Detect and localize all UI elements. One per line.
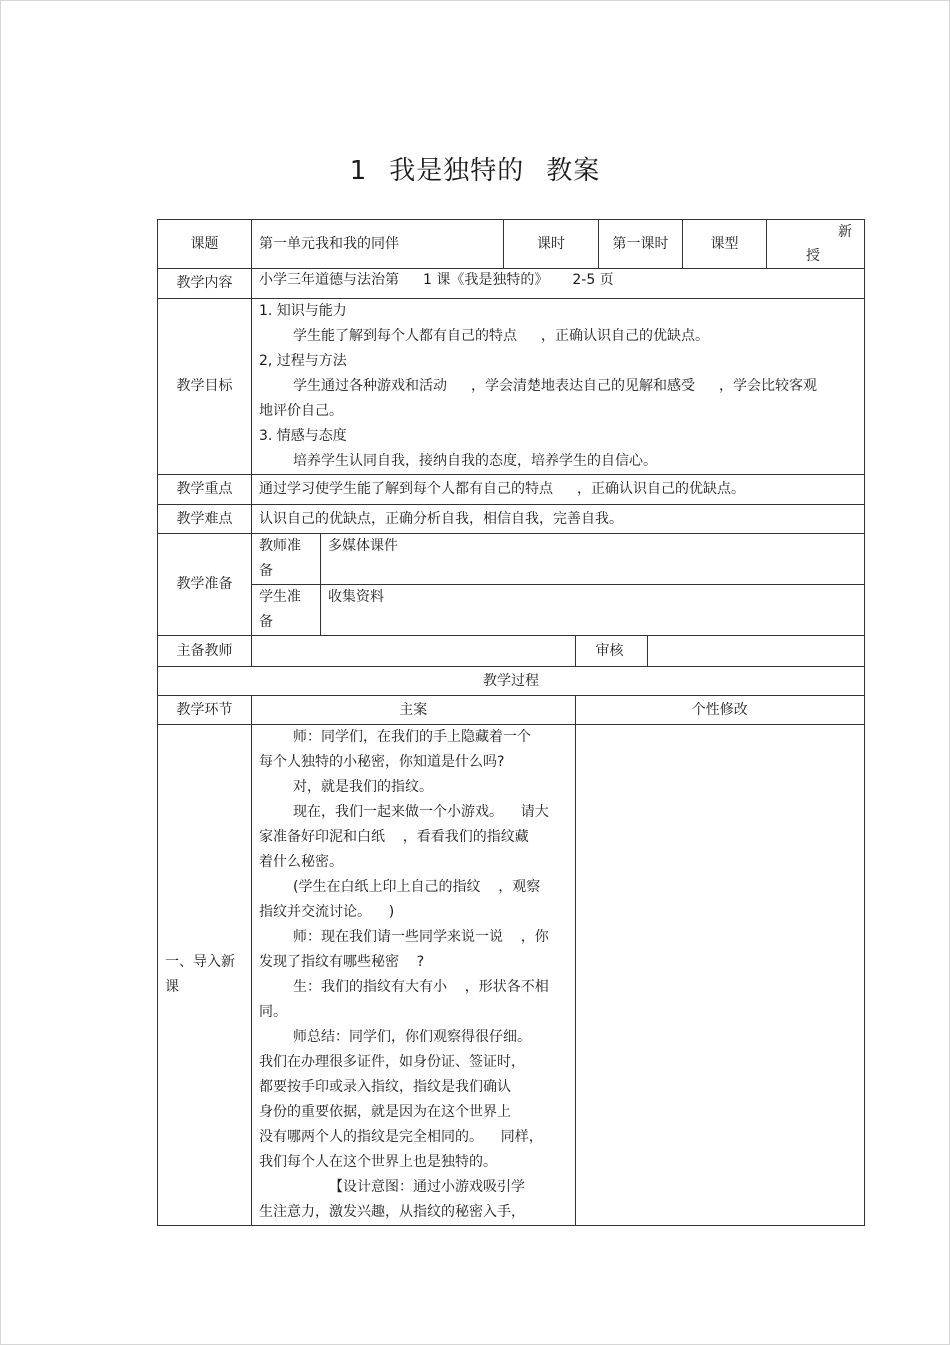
label-student-prep: 学生准 备	[252, 585, 321, 636]
period-value: 第一课时	[599, 220, 683, 269]
content-part-2: 1 课《我是独特的》	[423, 272, 549, 288]
row-content	[158, 269, 865, 299]
type-line-2: 授	[806, 248, 820, 264]
title-suffix: 教案	[546, 156, 601, 186]
plan-line: 我们在办理很多证件，如身份证、签证时，	[259, 1054, 525, 1070]
student-prep-value: 收集资料	[321, 585, 865, 636]
row-goals	[158, 299, 865, 475]
goal-text-2-cont: 地评价自己。	[259, 403, 343, 419]
plan-line: 生：我们的指纹有大有小 ，形状各不相	[293, 979, 549, 995]
plan-line: 师：现在我们请一些同学来说一说 ，你	[293, 929, 549, 945]
goal-heading-1: 1. 知识与能力	[259, 303, 347, 319]
personal-edit-area	[575, 725, 864, 1225]
goal-text-2: 学生通过各种游戏和活动 ，学会清楚地表达自己的见解和感受 ，学会比较客观	[293, 378, 817, 394]
row-process-header	[158, 667, 865, 696]
main-plan-text	[252, 725, 575, 1225]
label-period: 课时	[504, 220, 599, 269]
plan-line: 家准备好印泥和白纸 ，看看我们的指纹藏	[259, 829, 529, 845]
plan-line: 发现了指纹有哪些秘密 ?	[259, 954, 425, 970]
row-topic	[158, 220, 865, 269]
col-personal-edit: 个性修改	[691, 701, 748, 718]
plan-line: 都要按手印或录入指纹，指纹是我们确认	[259, 1079, 511, 1095]
plan-line: 现在，我们一起来做一个小游戏。 请大	[293, 804, 549, 820]
plan-line: 我们每个人在这个世界上也是独特的。	[259, 1154, 497, 1170]
plan-line: 每个人独特的小秘密，你知道是什么吗?	[259, 754, 505, 770]
row-process-body	[158, 725, 865, 1226]
row-process-columns	[158, 696, 865, 725]
teacher-prep-value: 多媒体课件	[321, 534, 865, 585]
plan-line: 【设计意图：通过小游戏吸引学	[329, 1179, 525, 1195]
col-main-plan: 主案	[252, 696, 575, 724]
goal-text-3: 培养学生认同自我，接纳自我的态度，培养学生的自信心。	[293, 453, 657, 469]
type-line-1: 新	[838, 224, 852, 240]
label-difficulty: 教学难点	[158, 505, 252, 534]
topic-value: 第一单元我和我的同伴	[252, 220, 504, 269]
label-topic: 课题	[158, 220, 252, 269]
content-part-1: 小学三年道德与法治第	[259, 272, 399, 288]
plan-line: 同。	[259, 1004, 287, 1020]
type-value	[767, 220, 865, 269]
label-content: 教学内容	[158, 269, 252, 299]
col-heads	[252, 696, 865, 725]
stage-label: 一、导入新 课	[158, 725, 252, 1226]
label-goals: 教学目标	[158, 299, 252, 475]
process-header: 教学过程	[158, 667, 865, 696]
row-key	[158, 475, 865, 505]
row-difficulty	[158, 505, 865, 534]
plan-line: 没有哪两个人的指纹是完全相同的。 同样，	[259, 1129, 543, 1145]
plan-line: 师：同学们，在我们的手上隐藏着一个	[293, 729, 531, 745]
label-key: 教学重点	[158, 475, 252, 505]
label-teacher-prep: 教师准 备	[252, 534, 321, 585]
goal-heading-3: 3. 情感与态度	[259, 428, 347, 444]
goal-heading-2: 2, 过程与方法	[259, 353, 347, 369]
key-value: 通过学习使学生能了解到每个人都有自己的特点 ，正确认识自己的优缺点。	[252, 475, 865, 505]
plan-line: 生注意力，激发兴趣，从指纹的秘密入手，	[259, 1204, 525, 1220]
plan-line: 身份的重要依据，就是因为在这个世界上	[259, 1104, 511, 1120]
label-prep: 教学准备	[158, 534, 252, 636]
plan-line: 师总结：同学们，你们观察得很仔细。	[293, 1029, 531, 1045]
process-body	[252, 725, 865, 1226]
content-value	[252, 269, 865, 299]
label-review: 审核	[575, 636, 647, 666]
lead-cell	[252, 636, 865, 667]
difficulty-value: 认识自己的优缺点，正确分析自我，相信自我，完善自我。	[252, 505, 865, 534]
plan-line: 对，就是我们的指纹。	[293, 779, 433, 795]
row-prep-student	[158, 585, 865, 636]
plan-line: 着什么秘密。	[259, 854, 343, 870]
goal-text-1: 学生能了解到每个人都有自己的特点 ，正确认识自己的优缺点。	[293, 328, 709, 344]
goals-value	[252, 299, 865, 475]
lead-teacher-value	[252, 636, 575, 666]
row-lead	[158, 636, 865, 667]
page-title	[0, 150, 950, 187]
row-prep-teacher	[158, 534, 865, 585]
plan-line: (学生在白纸上印上自己的指纹 ，观察	[293, 879, 541, 895]
label-type: 课型	[683, 220, 767, 269]
label-lead-teacher: 主备教师	[158, 636, 252, 667]
title-number: 1	[349, 156, 368, 186]
col-stage: 教学环节	[158, 696, 252, 725]
review-value	[647, 636, 864, 666]
lesson-plan-table	[157, 219, 865, 1226]
content-part-3: 2-5 页	[572, 272, 614, 288]
plan-line: 指纹并交流讨论。 )	[259, 904, 395, 920]
title-main: 我是独特的	[389, 156, 525, 186]
